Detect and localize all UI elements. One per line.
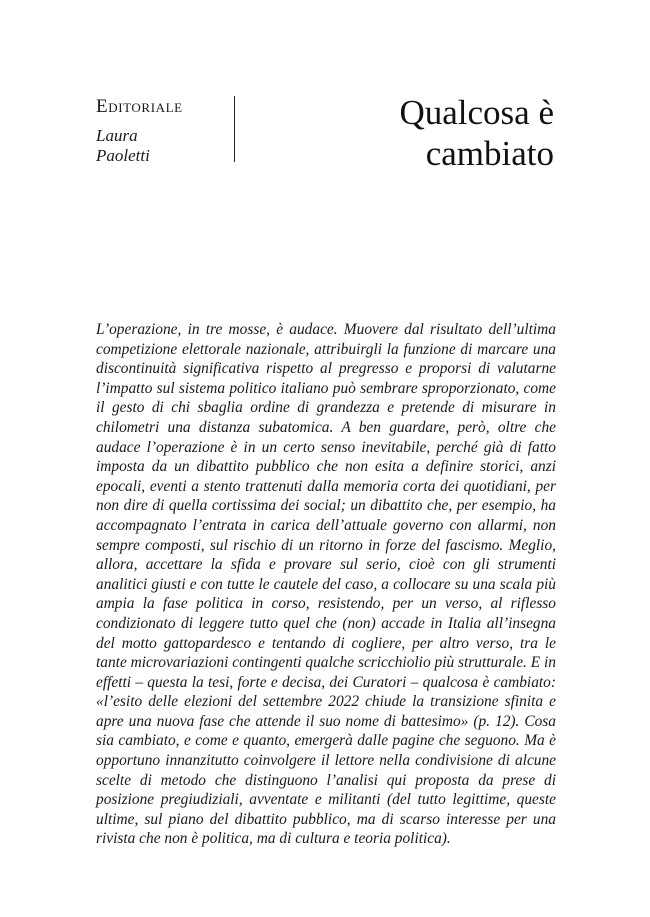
vertical-divider [234, 96, 235, 162]
article-header [0, 0, 650, 200]
body-paragraph: L’operazione, in tre mosse, è audace. Muovere dal risultato dell’ultima competizione elettorale nazionale, attribuirgli la funzione di marcare una discontinuità significativa rispetto al pregresso e proporsi di valutarne l’impatto sul sistema politico italiano può sembrare sproporzionato, come il gesto di chi sbaglia ordine di grandezza e pretende di misurare in chilometri una distanza subatomica. A ben guardare, però, oltre che audace l’operazione è in un certo senso inevitabile, perché già di fatto imposta da un dibattito pubblico che non esita a definire storici, anzi epocali, eventi a stento trattenuti dalla memoria corta dei quotidiani, per non dire di quella cortissima dei social; un dibattito che, per esempio, ha accompagnato l’entrata in carica dell’attuale governo con allarmi, non sempre composti, sul rischio di un ritorno in forze del fascismo. Meglio, allora, accettare la sfida e provare sul serio, cioè con gli strumenti analitici giusti e con tutte le cautele del caso, a collocare su una scala più ampia la fase politica in corso, resistendo, per un verso, al riflesso condizionato di leggere tutto quel che (non) accade in Italia all’insegna del motto gattopardesco e tentando di cogliere, per altro verso, tra le tante microvariazioni contingenti qualche scricchiolio più strutturale. E in effetti – questa la tesi, forte e decisa, dei Curatori – qualcosa è cambiato: «l’esito delle elezioni del settembre 2022 chiude la transizione sfinita e apre una nuova fase che attende il suo nome di battesimo» (p. 12). Cosa sia cambiato, e come e quanto, emergerà dalle pagine che seguono. Ma è opportuno innanzitutto coinvolgere il lettore nella condivisione di alcune scelte di metodo che distinguono l’analisi qui proposta da prese di posizione pregiudiziali, avventate e militanti (del tutto legittime, queste ultime, sul piano del dibattito pubblico, ma di scarso interesse per una rivista che non è politica, ma di cultura e teoria politica). [96, 321, 556, 848]
section-label: Editoriale [96, 96, 183, 117]
article-title [399, 92, 554, 174]
title-line-1: Qualcosa è [399, 93, 554, 132]
author-last-name: Paoletti [96, 146, 150, 165]
title-line-2: cambiato [425, 134, 554, 173]
author-first-name: Laura [96, 126, 138, 145]
